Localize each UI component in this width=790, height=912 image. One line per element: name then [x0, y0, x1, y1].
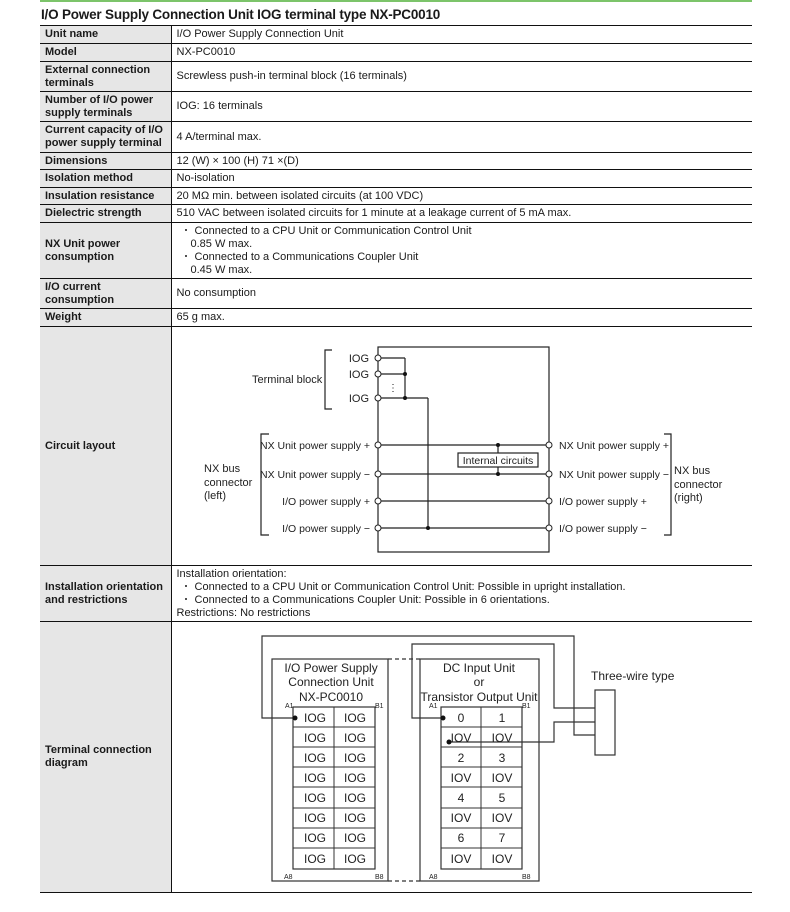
iog-label: IOG — [348, 393, 369, 405]
table-row — [40, 622, 752, 893]
row-value: 20 MΩ min. between isolated circuits (at 100 VDC) — [176, 189, 424, 202]
svg-text:IOG: IOG — [303, 771, 326, 785]
row-value: No consumption — [176, 287, 256, 299]
right-connector-label: NX bus — [673, 465, 710, 477]
row-label: Dimensions — [40, 153, 171, 170]
row-value: 4 A/terminal max. — [176, 130, 262, 143]
bullet-detail: 0.85 W max. — [190, 237, 253, 250]
left-line-label: I/O power supply + — [281, 496, 370, 508]
corner-label: A1 — [284, 703, 294, 710]
svg-text:IOG: IOG — [303, 811, 326, 825]
row-value — [171, 566, 752, 622]
left-unit-title: I/O Power Supply — [283, 661, 378, 675]
left-line-label: NX Unit power supply + — [259, 440, 370, 452]
row-value: 12 (W) × 100 (H) 71 ×(D) — [176, 154, 299, 167]
table-row — [40, 327, 752, 566]
table-row — [40, 44, 752, 62]
corner-label: A8 — [428, 874, 438, 881]
restrictions-text: Restrictions: No restrictions — [176, 606, 311, 619]
iog-label: IOG — [348, 369, 369, 381]
svg-text:IOG: IOG — [303, 731, 326, 745]
corner-label: A1 — [428, 703, 438, 710]
row-label: Isolation method — [40, 170, 171, 188]
left-connector-label: NX bus — [203, 463, 240, 475]
svg-text:IOV: IOV — [450, 771, 471, 785]
row-value — [171, 223, 752, 279]
junction-dots — [403, 372, 500, 530]
orientation-intro: Installation orientation: — [176, 567, 287, 580]
svg-text:1: 1 — [498, 711, 505, 725]
svg-text:IOG: IOG — [343, 852, 366, 866]
svg-text:6: 6 — [457, 831, 464, 845]
corner-label: B8 — [374, 874, 384, 881]
terminal-block-label: Terminal block — [251, 374, 322, 386]
bullet-item: ・ Connected to a Communications Coupler Unit: Possible in 6 orientations. — [180, 593, 550, 606]
page-title: I/O Power Supply Connection Unit IOG terminal type NX-PC0010 — [41, 7, 441, 22]
svg-text:IOV: IOV — [450, 811, 471, 825]
right-unit-title: Transistor Output Unit — [420, 690, 537, 704]
row-label: I/O current consumption — [40, 279, 171, 309]
internal-circuits-label: Internal circuits — [462, 455, 533, 467]
right-connector-label: connector — [673, 479, 722, 491]
svg-text:IOV: IOV — [491, 852, 512, 866]
row-value: 510 VAC between isolated circuits for 1 minute at a leakage current of 5 mA max. — [176, 207, 572, 219]
svg-text:IOG: IOG — [343, 711, 366, 725]
svg-text:IOG: IOG — [303, 751, 326, 765]
row-label: Circuit layout — [40, 327, 171, 566]
spec-table — [40, 25, 752, 893]
top-accent-rule — [40, 0, 752, 2]
svg-text:IOG: IOG — [343, 791, 366, 805]
circuit-layout-cell — [171, 327, 752, 566]
sensor-label: Three-wire type — [590, 669, 674, 683]
right-line-label: NX Unit power supply + — [558, 440, 669, 452]
left-unit-title: Connection Unit — [287, 675, 374, 689]
table-row — [40, 309, 752, 327]
table-row — [40, 170, 752, 188]
ellipsis-icon: ⋮ — [387, 383, 398, 394]
corner-label: A8 — [283, 874, 293, 881]
row-label: Current capacity of I/O power supply terminal — [40, 122, 171, 153]
right-line-label: NX Unit power supply − — [558, 469, 669, 481]
corner-label: B1 — [521, 703, 531, 710]
svg-text:IOV: IOV — [491, 811, 512, 825]
table-row — [40, 566, 752, 622]
left-connector-label: (left) — [203, 490, 226, 502]
svg-text:IOG: IOG — [343, 771, 366, 785]
svg-text:IOV: IOV — [450, 731, 471, 745]
svg-text:IOG: IOG — [303, 711, 326, 725]
row-value: No-isolation — [176, 172, 235, 184]
svg-text:IOV: IOV — [450, 852, 471, 866]
bullet-item: ・ Connected to a Communications Coupler Unit — [180, 250, 419, 263]
terminal-circles — [375, 355, 552, 531]
right-connector-label: (right) — [673, 492, 703, 504]
svg-text:IOG: IOG — [303, 831, 326, 845]
table-row — [40, 279, 752, 309]
row-label: Weight — [40, 309, 171, 327]
svg-text:IOG: IOG — [343, 731, 366, 745]
table-row — [40, 153, 752, 170]
circuit-layout-diagram — [172, 327, 752, 565]
svg-text:4: 4 — [457, 791, 464, 805]
corner-label: B1 — [374, 703, 384, 710]
row-value: 65 g max. — [176, 311, 225, 323]
row-label: Terminal connection diagram — [40, 622, 171, 893]
svg-text:7: 7 — [498, 831, 505, 845]
row-label: Insulation resistance — [40, 188, 171, 205]
svg-text:IOG: IOG — [303, 791, 326, 805]
right-line-label: I/O power supply + — [558, 496, 647, 508]
terminal-diagram-cell — [171, 622, 752, 893]
row-value: NX-PC0010 — [176, 46, 236, 58]
svg-text:3: 3 — [498, 751, 505, 765]
svg-text:IOG: IOG — [343, 751, 366, 765]
row-label: Model — [40, 44, 171, 62]
right-unit-title: or — [473, 675, 484, 689]
svg-text:0: 0 — [457, 711, 464, 725]
table-row — [40, 26, 752, 44]
left-line-label: NX Unit power supply − — [259, 469, 370, 481]
left-connector-label: connector — [203, 477, 252, 489]
row-label: Installation orientation and restrictions — [40, 566, 171, 622]
right-unit-title: DC Input Unit — [442, 661, 515, 675]
row-value: I/O Power Supply Connection Unit — [176, 28, 344, 40]
table-row — [40, 205, 752, 223]
row-label: Unit name — [40, 26, 171, 44]
table-row — [40, 62, 752, 92]
bullet-item: ・ Connected to a CPU Unit or Communication Control Unit — [180, 224, 472, 237]
svg-text:IOG: IOG — [303, 852, 326, 866]
table-row — [40, 223, 752, 279]
table-row — [40, 92, 752, 122]
svg-text:IOG: IOG — [343, 811, 366, 825]
row-label: NX Unit power consumption — [40, 223, 171, 279]
svg-text:IOV: IOV — [491, 731, 512, 745]
svg-text:IOV: IOV — [491, 771, 512, 785]
svg-text:5: 5 — [498, 791, 505, 805]
row-value: IOG: 16 terminals — [176, 100, 263, 112]
table-row — [40, 188, 752, 205]
svg-text:IOG: IOG — [343, 831, 366, 845]
left-unit-title: NX-PC0010 — [298, 690, 363, 704]
svg-text:2: 2 — [457, 751, 464, 765]
terminal-connection-diagram — [172, 622, 752, 892]
row-value: Screwless push-in terminal block (16 terminals) — [176, 70, 407, 82]
row-label: Number of I/O power supply terminals — [40, 92, 171, 122]
row-label: Dielectric strength — [40, 205, 171, 223]
iog-label: IOG — [348, 353, 369, 365]
left-terminal-labels — [303, 711, 365, 866]
bullet-item: ・ Connected to a CPU Unit or Communication Control Unit: Possible in upright installation. — [180, 580, 626, 593]
bullet-detail: 0.45 W max. — [190, 263, 253, 276]
left-line-label: I/O power supply − — [281, 523, 370, 535]
table-row — [40, 122, 752, 153]
row-label: External connection terminals — [40, 62, 171, 92]
right-line-label: I/O power supply − — [558, 523, 647, 535]
corner-label: B8 — [521, 874, 531, 881]
